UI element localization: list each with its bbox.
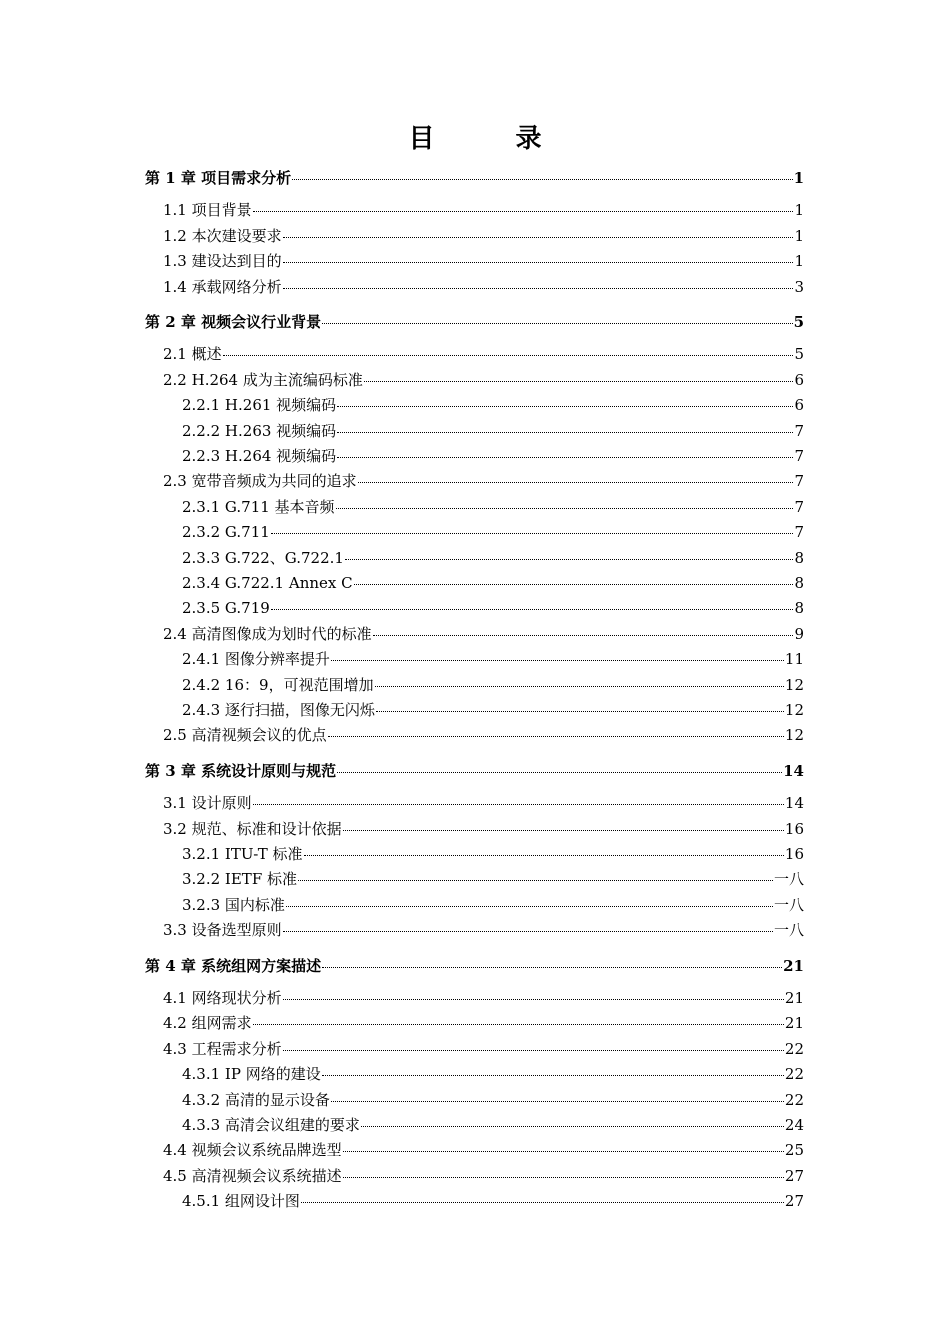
toc-entry[interactable]: [163, 819, 804, 839]
toc-entry[interactable]: [182, 421, 804, 441]
toc-entry-label: 2.2.2 H.263 视频编码: [182, 422, 337, 440]
dot-leader: [337, 771, 782, 773]
toc-entry[interactable]: [182, 869, 804, 889]
toc-entry-page-number: 8: [794, 549, 804, 567]
toc-entry-label: 2.3.2 G.711: [182, 523, 270, 541]
toc-entry-label: 4.2 组网需求: [163, 1014, 252, 1032]
toc-entry-label: 4.4 视频会议系统品牌选型: [163, 1141, 342, 1159]
dot-leader: [343, 1150, 784, 1152]
toc-entry-label: 1.4 承载网络分析: [163, 278, 282, 296]
toc-entry[interactable]: [182, 395, 804, 415]
dot-leader: [376, 710, 784, 712]
toc-entry-page-number: 21: [783, 957, 804, 975]
toc-entry[interactable]: [163, 624, 804, 644]
toc-entry-label: 4.3 工程需求分析: [163, 1040, 282, 1058]
toc-entry-label: 2.4.1 图像分辨率提升: [182, 650, 330, 668]
toc-entry[interactable]: [163, 988, 804, 1008]
toc-entry-label: 2.3.3 G.722、G.722.1: [182, 549, 344, 567]
toc-entry-page-number: 1: [794, 252, 804, 270]
toc-entry[interactable]: [163, 1166, 804, 1186]
toc-entry[interactable]: [163, 1013, 804, 1033]
dot-leader: [354, 583, 794, 585]
toc-entry-page-number: 12: [784, 701, 804, 719]
toc-entry-page-number: 5: [793, 313, 804, 331]
dot-leader: [301, 1201, 784, 1203]
toc-entry-label: 2.5 高清视频会议的优点: [163, 726, 327, 744]
dot-leader: [253, 803, 784, 805]
toc-entry-label: 3.3 设备选型原则: [163, 921, 282, 939]
toc-entry[interactable]: [163, 920, 804, 940]
toc-chapter-entry[interactable]: [145, 956, 804, 976]
toc-entry-label: 4.3.2 高清的显示设备: [182, 1091, 330, 1109]
dot-leader: [283, 236, 794, 238]
dot-leader: [331, 1100, 784, 1102]
toc-entry-page-number: 一八: [773, 896, 804, 914]
dot-leader: [337, 456, 793, 458]
dot-leader: [337, 405, 793, 407]
toc-entry-page-number: 3: [794, 278, 804, 296]
toc-entry-page-number: 7: [794, 498, 804, 516]
dot-leader: [283, 1049, 784, 1051]
toc-entry-label: 3.2.2 IETF 标准: [182, 870, 297, 888]
toc-entry-page-number: 7: [794, 523, 804, 541]
dot-leader: [283, 261, 794, 263]
toc-entry[interactable]: [182, 522, 804, 542]
toc-entry-label: 第 4 章 系统组网方案描述: [145, 957, 322, 975]
toc-entry-page-number: 11: [784, 650, 804, 668]
toc-entry[interactable]: [163, 200, 804, 220]
toc-entry-label: 3.1 设计原则: [163, 794, 252, 812]
toc-entry-page-number: 14: [783, 762, 804, 780]
toc-entry[interactable]: [182, 497, 804, 517]
dot-leader: [331, 659, 784, 661]
toc-entry[interactable]: [182, 598, 804, 618]
dot-leader: [364, 380, 794, 382]
toc-entry-label: 第 3 章 系统设计原则与规范: [145, 762, 337, 780]
toc-entry[interactable]: [182, 844, 804, 864]
dot-leader: [283, 998, 784, 1000]
dot-leader: [304, 854, 784, 856]
toc-entry[interactable]: [182, 649, 804, 669]
dot-leader: [271, 608, 794, 610]
toc-entry-label: 2.2 H.264 成为主流编码标准: [163, 371, 363, 389]
toc-entry-label: 2.1 概述: [163, 345, 222, 363]
toc-entry-page-number: 9: [794, 625, 804, 643]
dot-leader: [283, 287, 794, 289]
toc-entry-page-number: 22: [784, 1091, 804, 1109]
dot-leader: [223, 354, 794, 356]
toc-entry-label: 2.3.4 G.722.1 Annex C: [182, 574, 353, 592]
toc-entry-label: 4.1 网络现状分析: [163, 989, 282, 1007]
dot-leader: [361, 1125, 784, 1127]
toc-entry-page-number: 16: [784, 820, 804, 838]
toc-entry-page-number: 1: [793, 169, 804, 187]
toc-entry[interactable]: [182, 1064, 804, 1084]
toc-entry[interactable]: [182, 446, 804, 466]
toc-entry-label: 4.3.3 高清会议组建的要求: [182, 1116, 360, 1134]
toc-entry-page-number: 5: [794, 345, 804, 363]
toc-entry[interactable]: [163, 793, 804, 813]
toc-entry[interactable]: [182, 1115, 804, 1135]
toc-entry-page-number: 22: [784, 1040, 804, 1058]
toc-entry-page-number: 6: [794, 371, 804, 389]
toc-entry-label: 2.3.5 G.719: [182, 599, 270, 617]
toc-entry-page-number: 7: [794, 422, 804, 440]
toc-entry[interactable]: [163, 251, 804, 271]
toc-entry-page-number: 22: [784, 1065, 804, 1083]
toc-entry-page-number: 12: [784, 726, 804, 744]
dot-leader: [322, 966, 782, 968]
toc-entry-page-number: 21: [784, 989, 804, 1007]
dot-leader: [328, 735, 784, 737]
dot-leader: [322, 1074, 784, 1076]
dot-leader: [373, 634, 794, 636]
toc-entry-page-number: 1: [794, 227, 804, 245]
toc-entry-label: 2.4 高清图像成为划时代的标准: [163, 625, 372, 643]
dot-leader: [253, 210, 794, 212]
toc-entry-page-number: 14: [784, 794, 804, 812]
toc-entry-label: 2.2.3 H.264 视频编码: [182, 447, 337, 465]
toc-title: 目 录: [408, 124, 578, 154]
toc-entry[interactable]: [182, 675, 804, 695]
toc-entry-page-number: 8: [794, 599, 804, 617]
toc-entry-label: 2.4.2 16：9，可视范围增加: [182, 676, 374, 694]
toc-entry-label: 3.2 规范、标准和设计依据: [163, 820, 342, 838]
dot-leader: [292, 178, 792, 180]
toc-entry[interactable]: [163, 226, 804, 246]
toc-entry-page-number: 12: [784, 676, 804, 694]
dot-leader: [343, 1176, 784, 1178]
toc-entry[interactable]: [163, 370, 804, 390]
toc-entry[interactable]: [182, 895, 804, 915]
toc-entry-label: 1.3 建设达到目的: [163, 252, 282, 270]
toc-entry-label: 3.2.3 国内标准: [182, 896, 285, 914]
dot-leader: [271, 532, 794, 534]
toc-entry-page-number: 21: [784, 1014, 804, 1032]
toc-entry[interactable]: [163, 471, 804, 491]
toc-entry-page-number: 7: [794, 447, 804, 465]
toc-entry[interactable]: [163, 344, 804, 364]
toc-entry[interactable]: [163, 1039, 804, 1059]
toc-entry-label: 1.1 项目背景: [163, 201, 252, 219]
toc-entry-page-number: 7: [794, 472, 804, 490]
dot-leader: [322, 322, 792, 324]
toc-entry[interactable]: [163, 1140, 804, 1160]
dot-leader: [345, 558, 794, 560]
toc-entry-page-number: 1: [794, 201, 804, 219]
toc-entry-label: 第 1 章 项目需求分析: [145, 169, 292, 187]
toc-entry[interactable]: [182, 700, 804, 720]
toc-entry-label: 1.2 本次建设要求: [163, 227, 282, 245]
toc-chapter-entry[interactable]: [145, 168, 804, 188]
toc-entry-page-number: 27: [784, 1167, 804, 1185]
toc-entry-page-number: 一八: [773, 870, 804, 888]
toc-entry-page-number: 25: [784, 1141, 804, 1159]
dot-leader: [283, 930, 773, 932]
toc-chapter-entry[interactable]: [145, 761, 804, 781]
toc-entry-label: 2.3 宽带音频成为共同的追求: [163, 472, 357, 490]
toc-entry-label: 2.2.1 H.261 视频编码: [182, 396, 337, 414]
toc-entry-label: 4.3.1 IP 网络的建设: [182, 1065, 321, 1083]
toc-entry-page-number: 8: [794, 574, 804, 592]
toc-entry[interactable]: [182, 1191, 804, 1211]
toc-entry-page-number: 27: [784, 1192, 804, 1210]
dot-leader: [336, 507, 794, 509]
dot-leader: [343, 829, 784, 831]
toc-entry-label: 4.5.1 组网设计图: [182, 1192, 300, 1210]
toc-entry-page-number: 一八: [773, 921, 804, 939]
dot-leader: [358, 481, 794, 483]
toc-entry-label: 2.3.1 G.711 基本音频: [182, 498, 335, 516]
toc-entry-page-number: 6: [794, 396, 804, 414]
dot-leader: [286, 905, 773, 907]
toc-entry-label: 4.5 高清视频会议系统描述: [163, 1167, 342, 1185]
toc-entry-label: 3.2.1 ITU-T 标准: [182, 845, 303, 863]
toc-entry[interactable]: [182, 1090, 804, 1110]
toc-entry[interactable]: [163, 725, 804, 745]
toc-entry-page-number: 24: [784, 1116, 804, 1134]
dot-leader: [253, 1023, 784, 1025]
toc-entry-label: 2.4.3 逐行扫描，图像无闪烁: [182, 701, 375, 719]
dot-leader: [298, 879, 773, 881]
toc-chapter-entry[interactable]: [145, 312, 804, 332]
dot-leader: [337, 431, 793, 433]
toc-entry[interactable]: [182, 548, 804, 568]
toc-entry-page-number: 16: [784, 845, 804, 863]
toc-entry[interactable]: [163, 277, 804, 297]
toc-entry[interactable]: [182, 573, 804, 593]
toc-entry-label: 第 2 章 视频会议行业背景: [145, 313, 322, 331]
dot-leader: [375, 685, 784, 687]
